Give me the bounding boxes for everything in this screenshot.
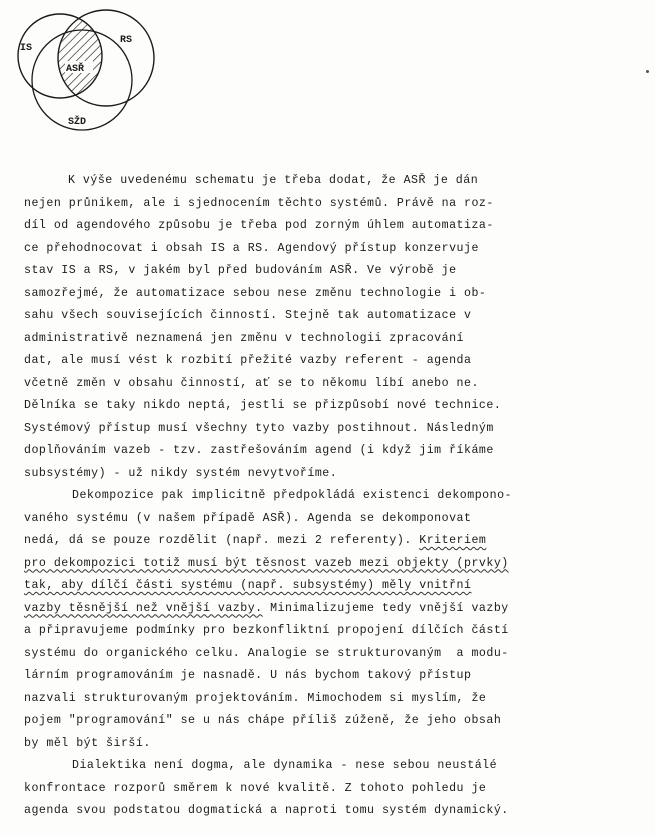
label-szd: SŽD — [68, 117, 87, 128]
text-line: ce přehodnocovat i obsah IS a RS. Agendový přístup konzervuje — [24, 241, 479, 255]
text-line: vaného systému (v našem případě ASŘ). Agenda se dekomponovat — [24, 511, 472, 525]
body-text — [24, 170, 634, 823]
text-line: sahu všech souvisejících činností. Stejně tak automatizace v — [24, 309, 472, 322]
text-line: pojem "programování" se u nás chápe příliš zúženě, že jeho obsah — [24, 714, 502, 727]
text-line: subsystémy) - už nikdy systém nevytvoříme. — [24, 466, 338, 480]
text-line: lárním programováním je nasnadě. U nás bychom takový přístup — [24, 669, 472, 682]
text-line: včetně změn v obsahu činností, ať se to někomu líbí anebo ne. — [24, 376, 479, 390]
text-line: K výše uvedenému schematu je třeba dodat, že ASŘ je dán — [68, 174, 479, 187]
text-line: Dialektika není dogma, ale dynamika - nese sebou neustálé — [72, 759, 498, 772]
margin-dot — [646, 70, 649, 73]
text-line: nejen průnikem, ale i sjednocením těchto systémů. Právě na roz- — [24, 196, 494, 210]
underlined-segment: Kriteriem — [419, 534, 487, 547]
text-segment: nedá, dá se pouze rozdělit (např. mezi 2 referenty). — [24, 534, 420, 547]
text-line — [24, 553, 634, 576]
text-line — [24, 530, 634, 553]
text-line: nazvali strukturovaným projektováním. Mimochodem si myslím, že — [24, 691, 487, 705]
text-line: agenda svou podstatou dogmatická a naproti tomu systém dynamický. — [24, 804, 509, 817]
text-line: díl od agendového způsobu je třeba pod zorným úhlem automatiza- — [24, 219, 494, 232]
label-is: IS — [20, 43, 33, 54]
text-line: systému do organického celku. Analogie se strukturovaným a modu- — [24, 646, 509, 660]
text-line: konfrontace rozporů směrem k nové kvalitě. Z tohoto pohledu je — [24, 781, 487, 795]
text-line — [24, 598, 634, 621]
text-line: stav IS a RS, v jakém byl před budováním ASŘ. Ve výrobě je — [24, 264, 457, 277]
text-line — [24, 575, 634, 598]
text-line: a připravujeme podmínky pro bezkonfliktní propojení dílčích částí — [24, 624, 509, 637]
underlined-segment: pro dekompozici totiž musí být těsnost vazeb mezi objekty (prvky) — [24, 556, 509, 570]
text-line: Systémový přístup musí všechny tyto vazby postihnout. Následným — [24, 421, 494, 435]
venn-diagram — [10, 8, 160, 132]
text-line: Dělníka se taky nikdo neptá, jestli se přizpůsobí nové technice. — [24, 399, 502, 412]
label-asr: ASŘ — [66, 64, 85, 75]
text-line: samozřejmé, že automatizace sebou nese změnu technologie i ob- — [24, 286, 487, 300]
text-line: by měl být širší. — [24, 736, 151, 750]
underlined-segment: vazby těsnější než vnější vazby. — [24, 601, 263, 615]
text-segment: Minimalizujeme tedy vnější vazby — [262, 601, 509, 615]
text-line: doplňováním vazeb - tzv. zastřešováním agend (i když jim říkáme — [24, 444, 494, 457]
underlined-segment: tak, aby dílčí části systému (např. subsystémy) měly vnitřní — [24, 579, 472, 592]
text-line: Dekompozice pak implicitně předpokládá existenci dekompono- — [72, 489, 512, 502]
label-rs: RS — [120, 35, 133, 46]
text-line: administrativě neznamená jen změnu v technologii zpracování — [24, 331, 464, 345]
text-line: dat, ale musí vést k rozbití přežité vazby referent - agenda — [24, 354, 472, 367]
